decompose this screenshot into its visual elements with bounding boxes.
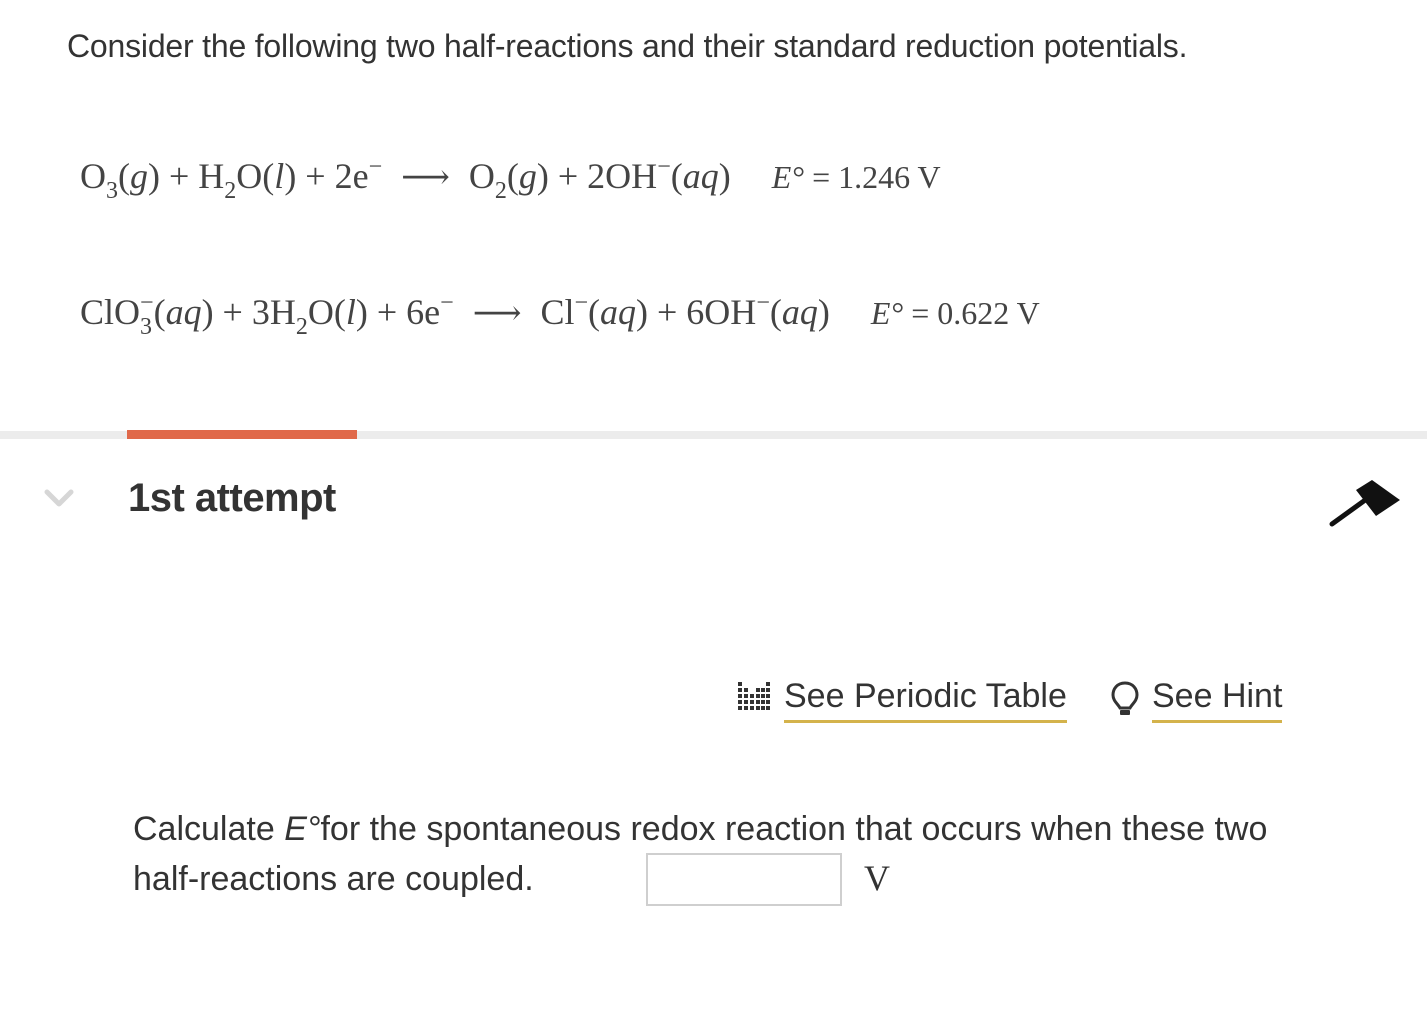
answer-input[interactable] bbox=[646, 853, 842, 906]
eq1-paren: ( bbox=[506, 156, 519, 196]
attempt-divider-accent bbox=[127, 430, 357, 439]
eq1-charge: − bbox=[657, 154, 671, 180]
eq2-paren: ( bbox=[769, 292, 782, 332]
eq1-paren: ( bbox=[670, 156, 683, 196]
eq1-sub: 2 bbox=[494, 178, 507, 204]
eq2-state: aq bbox=[600, 292, 637, 332]
eq2-charge: − bbox=[140, 290, 154, 316]
answer-unit: V bbox=[864, 858, 890, 898]
eq1-potential bbox=[772, 159, 941, 195]
eq2-paren: ) bbox=[817, 292, 830, 332]
see-periodic-table-label: See Periodic Table bbox=[784, 676, 1067, 723]
periodic-table-icon bbox=[736, 680, 772, 719]
question-suffix: for the spontaneous redox reaction that occurs when these two half-reactions are coupled. bbox=[133, 810, 1268, 898]
half-reaction-2 bbox=[80, 290, 1040, 340]
eq1-reactant-2: ) + H bbox=[148, 156, 225, 196]
eq1-state: g bbox=[130, 156, 148, 196]
eq2-paren: ( bbox=[153, 292, 166, 332]
see-periodic-table-link[interactable] bbox=[736, 676, 1067, 726]
potential-value: = 1.246 V bbox=[804, 159, 941, 195]
eq1-reactant-1: O bbox=[80, 156, 106, 196]
eq1-state: g bbox=[518, 156, 537, 196]
eq2-sub: 2 bbox=[295, 314, 308, 340]
eq2-charge: − bbox=[574, 290, 589, 316]
chevron-down-icon[interactable] bbox=[44, 486, 74, 510]
eq2-charge: − bbox=[756, 290, 770, 316]
eq1-sub: 2 bbox=[224, 178, 237, 204]
intro-text: Consider the following two half-reactions and their standard reduction potentials. bbox=[67, 28, 1188, 64]
eq2-charge: − bbox=[440, 290, 454, 316]
eq2-paren: ( bbox=[588, 292, 601, 332]
eq2-state: aq bbox=[165, 292, 202, 332]
eq1-state: aq bbox=[682, 156, 719, 196]
arrow-cursor-icon bbox=[1328, 478, 1402, 528]
see-hint-label: See Hint bbox=[1152, 676, 1282, 723]
eq1-reactant-3: ) + 2e bbox=[284, 156, 369, 196]
eq2-product-1: Cl bbox=[540, 292, 575, 332]
eq1-sub: 3 bbox=[106, 178, 118, 204]
potential-symbol: E° bbox=[771, 159, 805, 195]
eq1-paren: ) bbox=[718, 156, 731, 196]
see-hint-link[interactable] bbox=[1110, 676, 1282, 726]
eq2-sub: 3 bbox=[140, 314, 153, 340]
eq1-product-2: ) + 2OH bbox=[536, 156, 658, 196]
eq2-reactant-2: ) + 3H bbox=[201, 292, 296, 332]
reaction-arrow: ⟶ bbox=[472, 295, 522, 332]
eq1-paren: ( bbox=[118, 156, 130, 196]
question-symbol: E° bbox=[284, 810, 321, 848]
lightbulb-icon bbox=[1110, 680, 1140, 723]
eq1-reactant-2b: O( bbox=[236, 156, 275, 196]
eq1-state: l bbox=[274, 156, 285, 196]
half-reaction-1 bbox=[80, 154, 941, 204]
question-prefix: Calculate bbox=[133, 810, 285, 848]
eq2-reactant-3: ) + 6e bbox=[355, 292, 441, 332]
eq2-reactant-2b: O( bbox=[307, 292, 346, 332]
potential-value: = 0.622 V bbox=[903, 295, 1040, 331]
eq1-charge: − bbox=[368, 154, 383, 180]
eq2-state: aq bbox=[781, 292, 818, 332]
attempt-title: 1st attempt bbox=[128, 476, 336, 520]
eq2-state: l bbox=[345, 292, 356, 332]
reaction-arrow: ⟶ bbox=[401, 159, 450, 196]
eq2-reactant-1: ClO bbox=[80, 292, 141, 332]
eq2-potential bbox=[871, 295, 1040, 331]
potential-symbol: E° bbox=[870, 295, 904, 331]
eq2-product-2: ) + 6OH bbox=[636, 292, 757, 332]
eq1-product-1: O bbox=[468, 156, 495, 196]
